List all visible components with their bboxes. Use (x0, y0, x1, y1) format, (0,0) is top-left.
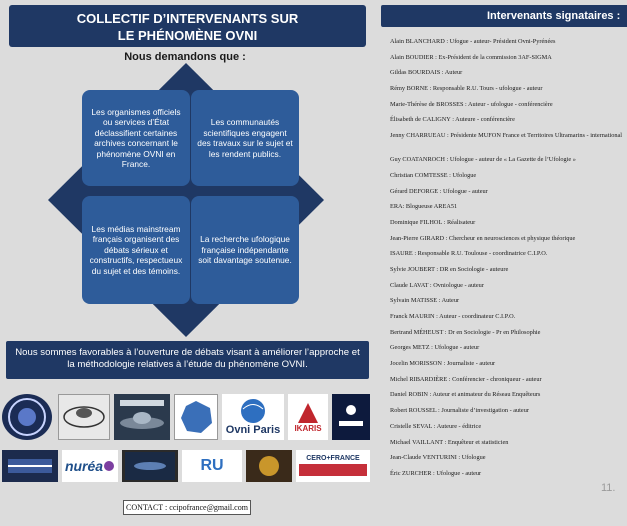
demand-box-archives: Les organismes officiels ou services d’État déclassifient certaines archives concernant le phénomène OVNI en France. (82, 90, 190, 186)
ovni-aquitaine-emblem-icon (62, 399, 106, 435)
tv-icon (103, 460, 115, 472)
globe-icon (238, 398, 268, 424)
list-item: Sylvie JOUBERT : DR en Sociologie - auteure (390, 265, 509, 273)
list-item: ISAURE : Responsable R.U. Toulouse - coordinatrice C.I.P.O. (390, 250, 548, 258)
page-title (9, 5, 366, 47)
ovnis-direct-saucer-icon (116, 397, 168, 437)
ru-logo (182, 450, 242, 482)
list-item: Claude LAVAT : Ovniologue - auteur (390, 281, 484, 289)
ovni-aquitaine-logo (58, 394, 110, 440)
list-item: Cristelle SEVAL : Auteure - éditrice (390, 422, 482, 430)
demands-diagram (48, 63, 324, 337)
ikaris-label: IKARIS (294, 423, 322, 433)
bleu-logo (122, 450, 178, 482)
demand-box-media: Les médias mainstream français organisent des débats sérieux et constructifs, respectueux du sujet et des témoins. (82, 196, 190, 304)
contact-email: CONTACT : ccipofrance@gmail.com (123, 500, 251, 515)
list-item: Sylvain MATISSE : Auteur (390, 297, 460, 305)
cero-label: CERO+FRANCE (306, 454, 360, 462)
list-item: Jean-Pierre GIRARD : Chercheur en neurosciences et physique théorique (390, 234, 576, 242)
demand-box-science: Les communautés scientifiques engagent des travaux sur le sujet et les rendent publics. (191, 90, 299, 186)
cero-emblem-icon (299, 462, 367, 478)
ovni-paris-logo (222, 394, 284, 440)
list-item: Franck MAURIN : Auteur - coordinateur C.I.P.O. (390, 313, 516, 320)
cero-france-logo (296, 450, 370, 482)
list-item: Éric ZURCHER : Ufologue - auteur (390, 469, 482, 477)
demand-heading: Nous demandons que : (124, 51, 246, 63)
list-item: Jocelin MORISSON : Journaliste - auteur (390, 360, 496, 368)
list-item: Alain BLANCHARD : Ufogue - auteur- Président Ovni-Pyrénées (390, 38, 556, 45)
ovni-emblem-icon (334, 397, 368, 437)
academie-emblem-icon (7, 397, 47, 437)
nurea-label: nuréa (64, 458, 104, 474)
list-item: Robert ROUSSEL : Journaliste d’investigation - auteur (390, 407, 529, 415)
list-item: Michael VAILLANT : Enquêteur et statisticien (390, 438, 509, 446)
right-panel (381, 0, 627, 526)
list-item: Alain BOUDIER : Ex-Président de la commission 3AF-SIGMA (390, 53, 552, 61)
list-item: Georges METZ : Ufologue - auteur (390, 344, 480, 352)
banner-line-2: la méthodologie relatives à l’étude du phénomène OVNI. (67, 359, 308, 370)
list-item: Jean-Claude VENTURINI : Ufologue (390, 454, 486, 462)
list-item: ERA: Blogueuse AREA51 (390, 203, 458, 211)
list-item: Jenny CHARRUEAU : Présidente MUFON France et Territoires Ultramarins - international (390, 132, 623, 140)
page-number: 11. (601, 482, 616, 494)
ru-label: RU (200, 457, 224, 474)
list-item: Rémy BORNE : Responsable R.U. Tours - ufologue - auteur (390, 85, 543, 93)
list-item: Guy COATANROCH : Ufologue - auteur de « La Gazette de l’Ufologie » (390, 156, 576, 164)
ikaris-emblem-icon (297, 402, 319, 424)
list-item: Gildas BOURDAIS : Auteur (390, 69, 463, 77)
list-item: Gérard DEFORGE : Ufologue - auteur (390, 187, 488, 195)
ikaris-logo (288, 394, 328, 440)
le-reseau-logo (174, 394, 218, 440)
cercle-emblem-icon (249, 452, 289, 480)
ovni-logo (332, 394, 370, 440)
list-item: Christian COMTESSE : Ufologue (390, 171, 477, 179)
france-map-icon (177, 398, 215, 436)
demand-box-research: La recherche ufologique française indépendante soit davantage soutenue. (191, 196, 299, 304)
list-item: Michel RIBARDIÈRE : Conférencier - chroniqueur - auteur (390, 375, 542, 383)
list-item: Élisabeth de CALIGNY : Auteure - conférencière (390, 116, 515, 124)
ovnis-direct-logo (114, 394, 170, 440)
academie-ufologie-logo (2, 394, 52, 440)
banner-line-1: Nous sommes favorables à l’ouverture de débats visant à améliorer l’approche et (15, 347, 360, 358)
signatories-heading: Intervenants signataires : (381, 5, 627, 27)
lo-ln-logo (2, 450, 58, 482)
ovni-paris-label: Ovni Paris (225, 424, 281, 436)
position-banner (6, 341, 369, 379)
list-item: Bertrand MÉHEUST : Dr en Sociologie - Pr en Philosophie (390, 328, 541, 336)
list-item: Dominique FILHOL : Réalisateur (390, 218, 476, 226)
title-line-2: LE PHÉNOMÈNE OVNI (117, 28, 258, 43)
list-item: Marie-Thérèse de BROSSES : Auteur - ufologue - conférencière (390, 100, 553, 108)
lo-ln-emblem-icon (5, 453, 55, 479)
signatories-list (390, 38, 627, 486)
list-item: Daniel ROBIN : Auteur et animateur du Réseau Enquêteurs (390, 391, 541, 399)
cercle-logo (246, 450, 292, 482)
title-line-1: COLLECTIF D’INTERVENANTS SUR (76, 11, 299, 26)
nurea-tv-logo (62, 450, 118, 482)
bleu-emblem-icon (125, 452, 175, 480)
